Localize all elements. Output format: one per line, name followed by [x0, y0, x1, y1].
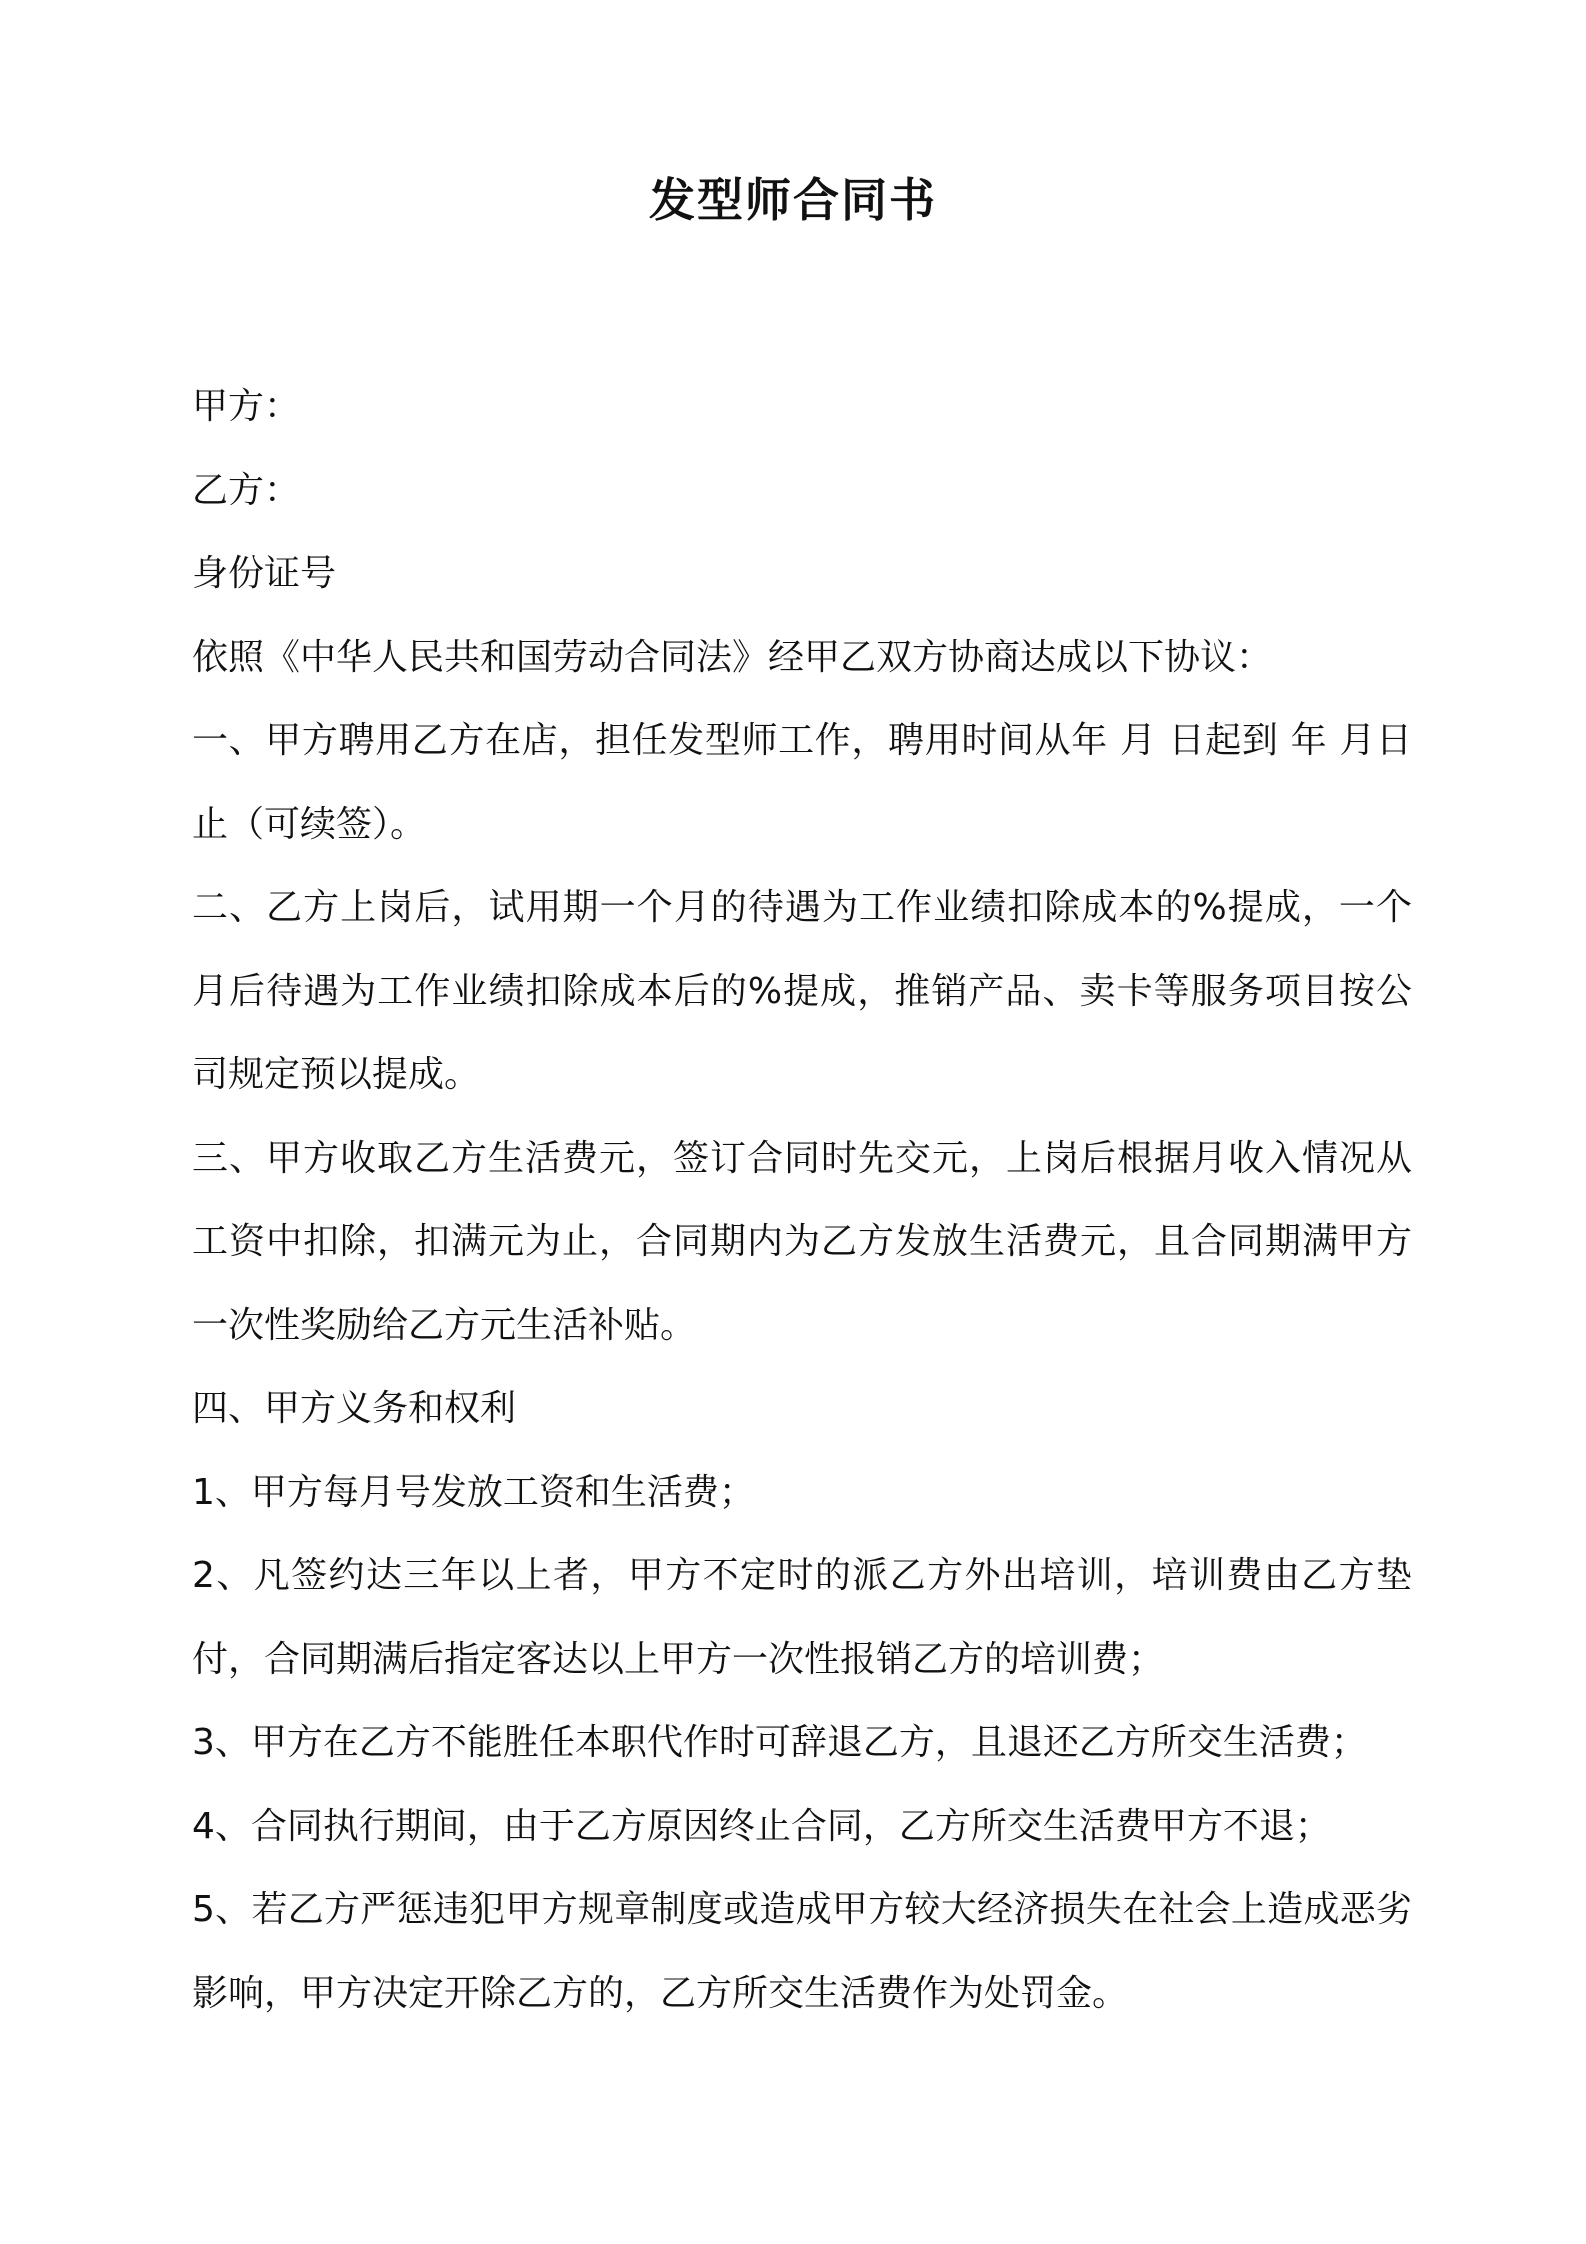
- clause-1: 一、甲方聘用乙方在店，担任发型师工作，聘用时间从年 月 日起到 年 月日止（可续签）。: [192, 720, 1412, 845]
- document-body: [192, 365, 1412, 2035]
- clause-4-item-1: 1、甲方每月号发放工资和生活费；: [192, 1471, 755, 1513]
- party-b-label: 乙方：: [192, 469, 301, 511]
- clause-4-item-4: 4、合同执行期间，由于乙方原因终止合同，乙方所交生活费甲方不退；: [192, 1805, 1331, 1847]
- clause-3: 三、甲方收取乙方生活费元，签订合同时先交元，上岗后根据月收入情况从工资中扣除，扣满元为止，合同期内为乙方发放生活费元，且合同期满甲方一次性奖励给乙方元生活补贴。: [192, 1137, 1412, 1346]
- id-number-label: 身份证号: [192, 553, 337, 594]
- party-a-label: 甲方：: [192, 386, 301, 427]
- clause-4-item-5: 5、若乙方严惩违犯甲方规章制度或造成甲方较大经济损失在社会上造成恶劣影响，甲方决定开除乙方的，乙方所交生活费作为处罚金。: [192, 1889, 1412, 2014]
- clause-4-item-2: 2、凡签约达三年以上者，甲方不定时的派乙方外出培训，培训费由乙方垫付，合同期满后指定客达以上甲方一次性报销乙方的培训费；: [192, 1555, 1412, 1680]
- clause-4-heading: 四、甲方义务和权利: [192, 1388, 517, 1429]
- intro-paragraph: 依照《中华人民共和国劳动合同法》经甲乙双方协商达成以下协议：: [192, 636, 1273, 678]
- clause-4-item-3: 3、甲方在乙方不能胜任本职代作时可辞退乙方，且退还乙方所交生活费；: [192, 1722, 1367, 1763]
- document-title: 发型师合同书: [649, 173, 937, 227]
- clause-2: 二、乙方上岗后，试用期一个月的待遇为工作业绩扣除成本的%提成，一个月后待遇为工作业绩扣除成本后的%提成，推销产品、卖卡等服务项目按公司规定预以提成。: [192, 887, 1412, 1095]
